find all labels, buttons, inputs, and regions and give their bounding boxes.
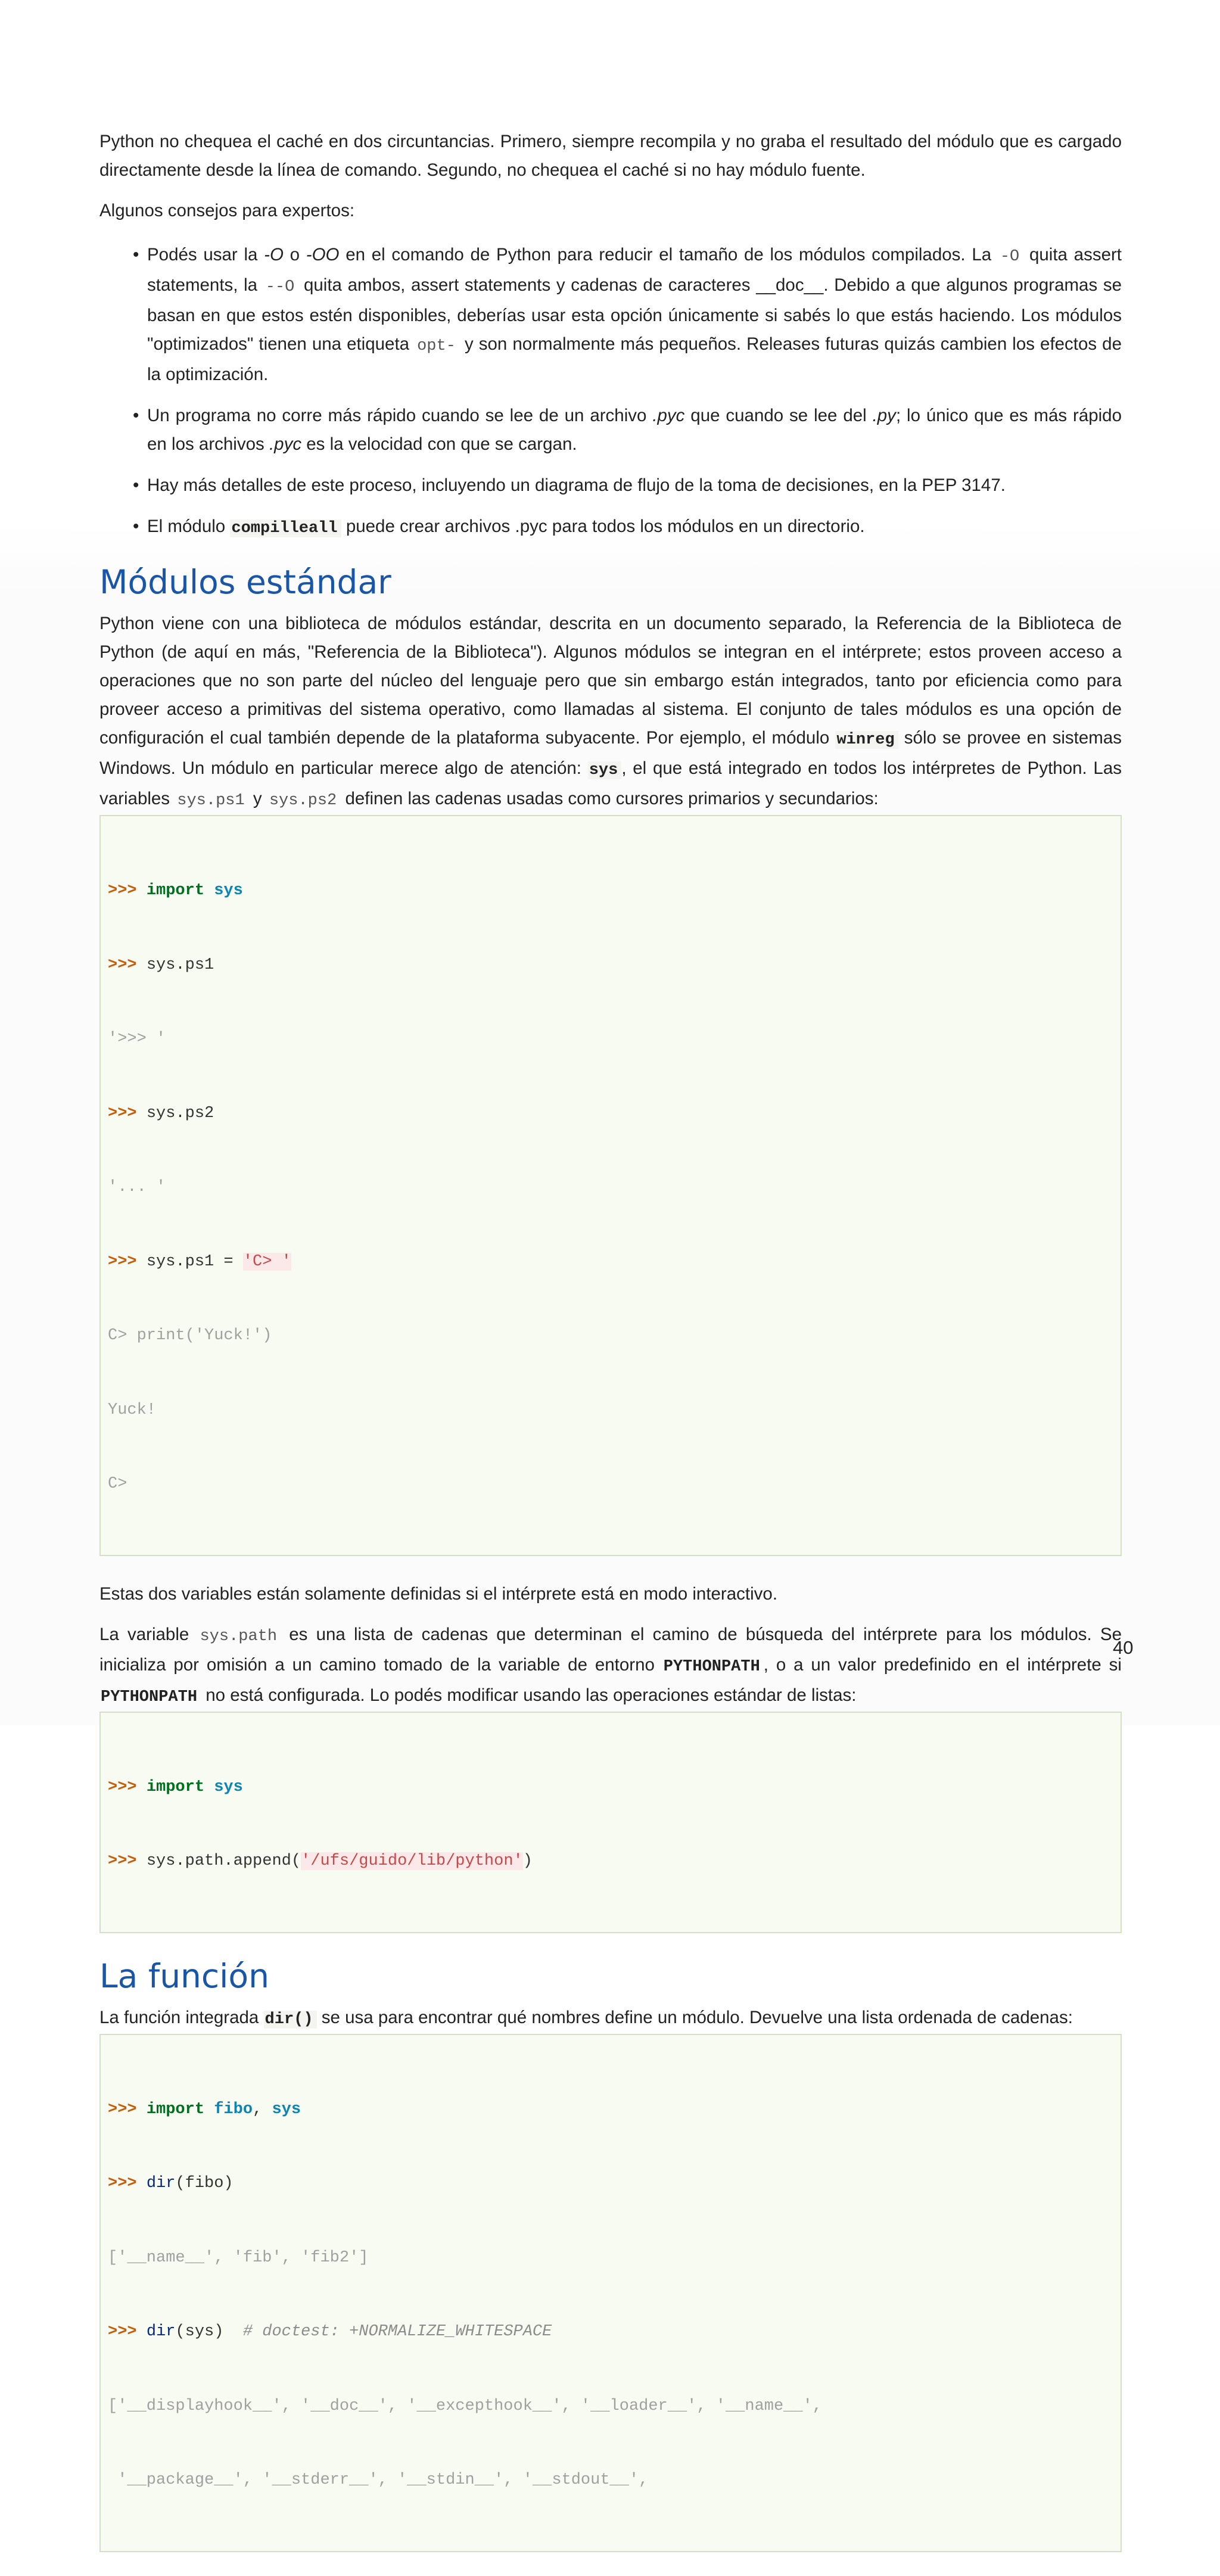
text: quita ambos, assert statements y cadenas de caracteres __doc__. Debido a que algunos programas se basan en que estos estén disponibles, deberías usar esta opción únicamente si sabés lo que estás haciendo. Los módulos "optimizados" tienen una etiqueta <box>147 275 1122 354</box>
code-text: (fibo) <box>175 2174 234 2192</box>
section-heading: Módulos estándar <box>99 563 391 601</box>
code-output: C> print('Yuck!') <box>108 1327 272 1345</box>
text: quita assert statements, la <box>147 245 1122 295</box>
inline-code: winreg <box>835 731 898 749</box>
text: es una lista de cadenas que determinan el camino de búsqueda del intérprete para los módulos. Se inicializa por omisión a un camino tomado de la variable de entorno <box>99 1624 1122 1675</box>
keyword: import <box>146 882 205 900</box>
paragraph-tips-intro: Algunos consejos para expertos: <box>99 201 355 220</box>
text: no está configurada. Lo podés modificar usando las operaciones estándar de listas: <box>201 1685 857 1705</box>
text: La función integrada <box>99 2007 264 2027</box>
option-text: -OO <box>306 245 340 265</box>
code-text: sys.ps1 <box>146 956 214 974</box>
inline-code: sys <box>588 761 622 779</box>
inline-code: -O <box>1000 248 1020 266</box>
prompt: >>> <box>108 1252 147 1271</box>
prompt: >>> <box>108 1104 147 1122</box>
paragraph-dir-function <box>99 2003 1122 2034</box>
code-line <box>108 2098 1113 2123</box>
code-line <box>108 953 1113 978</box>
text: El módulo <box>147 517 231 536</box>
paragraph-sys-path <box>99 1620 1122 1712</box>
text: puede crear archivos .pyc para todos los módulos en un directorio. <box>341 517 865 536</box>
module-name: sys <box>214 1778 243 1796</box>
paragraph-interactive-note: Estas dos variables están solamente definidas si el intérprete está en modo interactivo. <box>99 1583 778 1604</box>
code-output: '... ' <box>108 1178 166 1196</box>
code-line <box>108 1775 1113 1800</box>
string-literal: 'C> ' <box>242 1252 291 1271</box>
code-output: C> <box>108 1475 127 1493</box>
text: definen las cadenas usadas como cursores primarios y secundarios: <box>340 789 879 808</box>
list-item <box>147 241 1122 389</box>
code-output: '__package__', '__stderr__', '__stdin__', '__stdout__', <box>108 2471 649 2489</box>
prompt: >>> <box>108 956 147 974</box>
code-line <box>108 2320 1113 2345</box>
module-name: sys <box>272 2100 301 2118</box>
inline-code: sys.path <box>200 1627 278 1645</box>
text: Un programa no corre más rápido cuando se lee de un archivo <box>147 406 653 425</box>
page-number: 40 <box>1113 1637 1134 1658</box>
prompt: >>> <box>108 882 147 900</box>
prompt: >>> <box>108 2174 147 2192</box>
inline-code: sys.ps1 <box>177 792 245 810</box>
code-line <box>108 1250 1113 1275</box>
page-content <box>99 127 1122 2576</box>
function-name: dir <box>146 2323 176 2341</box>
text: Python viene con una biblioteca de módulos estándar, descrita en un documento separado, la Referencia de la Biblioteca de Python (de aquí en más, "Referencia de la Biblioteca"). Algunos módulos se integran en el intérprete; estos proveen acceso a operaciones que no son parte del núcleo del lenguaje pero que sin embargo están integrados, tanto por eficiencia como para proveer acceso a primitivas del sistema operativo, como llamadas al sistema. El conjunto de tales módulos es una opción de configuración el cual también depende de la plataforma subyacente. Por ejemplo, el módulo <box>99 614 1122 748</box>
code-text: sys.path.append( <box>146 1852 301 1870</box>
prompt: >>> <box>108 2100 147 2118</box>
code-text: , <box>253 2100 272 2118</box>
inline-code: compilleall <box>230 519 341 537</box>
text: ; lo único que es más rápido en los archivos <box>147 406 1122 454</box>
list-item <box>147 402 1122 459</box>
inline-code: dir() <box>264 2011 317 2029</box>
list-item <box>147 512 1122 543</box>
function-name: dir <box>146 2174 176 2192</box>
list-item: • Hay más detalles de este proceso, incluyendo un diagrama de flujo de la toma de decisiones, en la PEP 3147. <box>147 471 1122 500</box>
code-line <box>108 1849 1113 1874</box>
inline-code: PYTHONPATH <box>663 1657 760 1676</box>
prompt: >>> <box>108 2323 147 2341</box>
paragraph-standard-modules <box>99 609 1122 815</box>
filename-text: .pyc <box>269 434 302 454</box>
code-line <box>108 2171 1113 2197</box>
inline-code: PYTHONPATH <box>101 1688 198 1706</box>
text: , o a un valor predefinido en el intérprete si <box>763 1654 1122 1675</box>
prompt: >>> <box>108 1852 147 1870</box>
code-block <box>99 815 1122 1556</box>
code-output: ['__displayhook__', '__doc__', '__excepthook__', '__loader__', '__name__', <box>108 2397 822 2415</box>
filename-text: .py <box>872 406 896 425</box>
text: es la velocidad con que se cargan. <box>301 434 577 454</box>
code-block <box>99 2034 1122 2552</box>
option-text: -O <box>264 245 284 265</box>
code-comment: # doctest: +NORMALIZE_WHITESPACE <box>242 2323 552 2341</box>
text: , el que está integrado en todos los intérpretes de Python. Las variables <box>99 758 1122 808</box>
keyword: import <box>146 2100 205 2118</box>
text: Podés usar la <box>147 245 264 265</box>
inline-code: opt- <box>417 337 456 355</box>
tips-list <box>99 241 1122 543</box>
text: y son normalmente más pequeños. Releases futuras quizás cambien los efectos de la optimización. <box>147 334 1122 384</box>
module-name: fibo <box>214 2100 253 2118</box>
code-line <box>108 1102 1113 1127</box>
inline-code: sys.ps2 <box>269 792 337 810</box>
paragraph-cache: Python no chequea el caché en dos circuntancias. Primero, siempre recompila y no graba el resultado del módulo que es cargado directamente desde la línea de comando. Segundo, no chequea el caché si no hay módulo fuente. <box>99 132 1122 180</box>
code-output: ['__name__', 'fib', 'fib2'] <box>108 2248 369 2267</box>
code-output: '>>> ' <box>108 1030 166 1048</box>
section-heading: La función <box>99 1956 269 1995</box>
code-text: sys.ps2 <box>146 1104 214 1122</box>
text: La variable <box>99 1624 198 1644</box>
code-text: (sys) <box>175 2323 243 2341</box>
text: que cuando se lee del <box>684 406 873 425</box>
module-name: sys <box>214 882 243 900</box>
code-text: sys.ps1 = <box>146 1252 243 1271</box>
string-literal: '/ufs/guido/lib/python' <box>301 1852 523 1870</box>
text: o <box>283 245 306 265</box>
code-block <box>99 1712 1122 1933</box>
text: sólo se provee en sistemas Windows. Un módulo en particular merece algo de atención: <box>99 728 1122 778</box>
text: y <box>248 789 267 808</box>
text: en el comando de Python para reducir el tamaño de los módulos compilados. La <box>339 245 998 265</box>
inline-code: --O <box>265 278 295 296</box>
prompt: >>> <box>108 1778 147 1796</box>
code-text: ) <box>522 1852 533 1870</box>
filename-text: .pyc <box>652 406 685 425</box>
text: se usa para encontrar qué nombres define un módulo. Devuelve una lista ordenada de cadenas: <box>316 2007 1073 2027</box>
code-line <box>108 879 1113 904</box>
keyword: import <box>146 1778 205 1796</box>
code-output: Yuck! <box>108 1401 157 1419</box>
